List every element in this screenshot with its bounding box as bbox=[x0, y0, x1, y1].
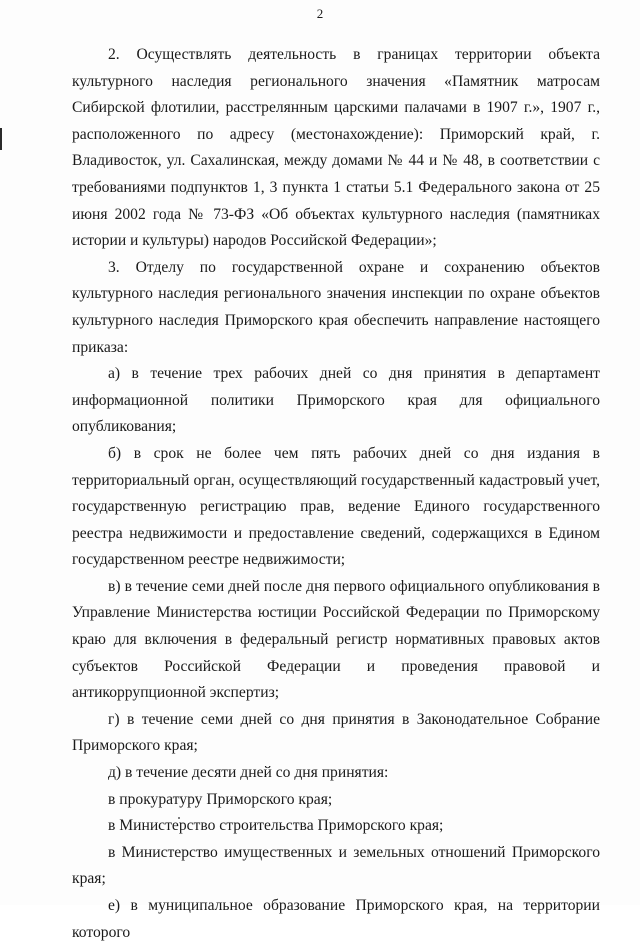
paragraph-subitem-d: д) в течение десяти дней со дня принятия: bbox=[108, 764, 389, 782]
paragraph-recipient-property-ministry: в Министерство имущественных и земельных отношений Приморского края; bbox=[72, 843, 600, 888]
paragraph-subitem-v: в) в течение семи дней после дня первого официального опубликования в Управление Министерства юстиции Российской Федерации по Приморскому краю для включения в федеральный регистр нормативных правовых актов субъектов Российской Федерации и проведения правовой и антикоррупционной экспертиз; bbox=[72, 577, 600, 702]
paragraph-item-3: 3. Отделу по государственной охране и сохранению объектов культурного наследия регионального значения инспекции по охране объектов культурного наследия Приморского края обеспечить направление настоящего приказа: bbox=[72, 258, 600, 356]
page-number: 2 bbox=[316, 6, 324, 21]
paragraph-subitem-b: б) в срок не более чем пять рабочих дней со дня издания в территориальный орган, осуществляющий государственный кадастровый учет, государственную регистрацию прав, ведение Единого государственного реестра недвижимости и предоставление сведений, содержащихся в Едином государственном реестре недвижимости; bbox=[72, 444, 600, 569]
paragraph-recipient-prosecutor: в прокуратуру Приморского края; bbox=[108, 790, 333, 808]
paragraph-subitem-e: е) в муниципальное образование Приморского края, на территории которого bbox=[72, 897, 600, 941]
paragraph-subitem-a: а) в течение трех рабочих дней со дня принятия в департамент информационной политики Приморского края для официального опубликования; bbox=[72, 365, 600, 436]
paragraph-item-2: 2. Осуществлять деятельность в границах территории объекта культурного наследия регионального значения «Памятник матросам Сибирской флотилии, расстрелянным царскими палачами в 1907 г.», 1907 г., расположенного по адресу (местонахождение): Приморский край, г. Владивосток, ул. Сахалинская, между домами № 44 и № 48, в соответствии с требованиями подпунктов 1, 3 пункта 1 статьи 5.1 Федерального закона от 25 июня 2002 года № 73-ФЗ «Об объектах культурного наследия (памятниках истории и культуры) народов Российской Федерации»; bbox=[72, 46, 600, 250]
paragraph-recipient-construction-ministry: в Министерство строительства Приморского края; bbox=[108, 817, 444, 835]
document-body bbox=[72, 42, 600, 946]
scan-edge-mark bbox=[0, 128, 2, 150]
paragraph-subitem-g: г) в течение семи дней со дня принятия в Законодательное Собрание Приморского края; bbox=[72, 710, 600, 755]
